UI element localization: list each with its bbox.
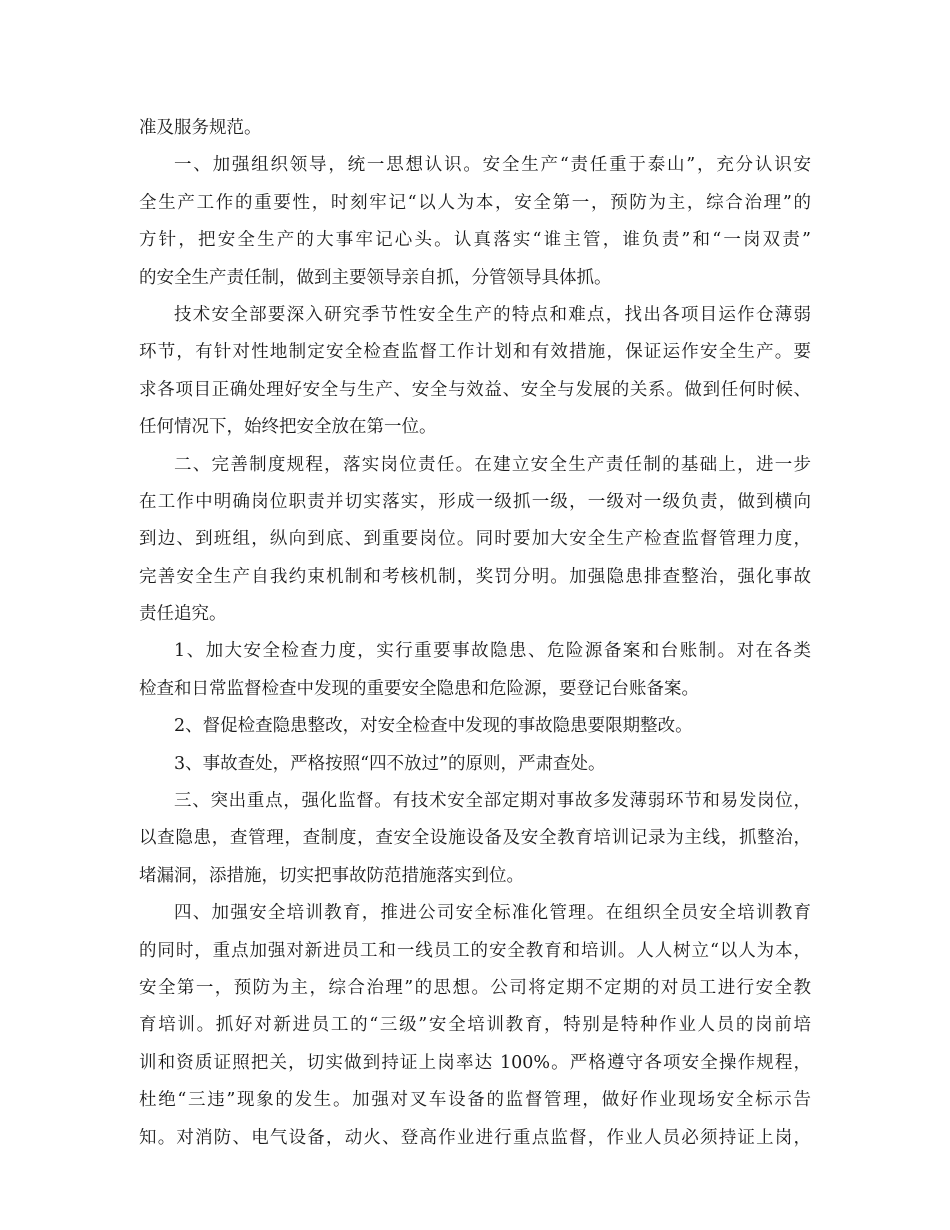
text-line: 环节，有针对性地制定安全检查监督工作计划和有效措施，保证运作安全生产。要 <box>139 342 811 363</box>
text-line: 一、加强组织领导，统一思想认识。安全生产“责任重于泰山”，充分认识安 <box>174 155 811 176</box>
text-line: 的同时，重点加强对新进员工和一线员工的安全教育和培训。人人树立“以人为本， <box>139 940 811 961</box>
text-line: 检查和日常监督检查中发现的重要安全隐患和危险源，要登记台账备案。 <box>139 678 699 699</box>
text-line: 2、督促检查隐患整改，对安全检查中发现的事故隐患要限期整改。 <box>174 716 693 737</box>
text-line: 三、突出重点，强化监督。有技术安全部定期对事故多发薄弱环节和易发岗位， <box>174 791 811 812</box>
text-line: 堵漏洞，添措施，切实把事故防范措施落实到位。 <box>139 865 524 886</box>
text-line: 技术安全部要深入研究季节性安全生产的特点和难点，找出各项目运作仓薄弱 <box>174 304 811 325</box>
text-line: 3、事故查处，严格按照“四不放过”的原则，严肃查处。 <box>174 753 606 774</box>
text-line: 育培训。抓好对新进员工的“三级”安全培训教育，特别是特种作业人员的岗前培 <box>139 1015 811 1036</box>
text-line: 知。对消防、电气设备，动火、登高作业进行重点监督，作业人员必须持证上岗， <box>139 1127 811 1148</box>
text-line: 1、加大安全检查力度，实行重要事故隐患、危险源备案和台账制。对在各类 <box>174 641 811 662</box>
text-line: 二、完善制度规程，落实岗位责任。在建立安全生产责任制的基础上，进一步 <box>174 454 811 475</box>
text-line: 安全第一，预防为主，综合治理”的思想。公司将定期不定期的对员工进行安全教 <box>139 977 811 998</box>
text-line: 方针，把安全生产的大事牢记心头。认真落实“谁主管，谁负责”和“一岗双责” <box>139 230 811 251</box>
text-line: 四、加强安全培训教育，推进公司安全标准化管理。在组织全员安全培训教育 <box>174 903 811 924</box>
text-line: 求各项目正确处理好安全与生产、安全与效益、安全与发展的关系。做到任何时候、 <box>139 379 811 400</box>
text-line: 的安全生产责任制，做到主要领导亲自抓，分管领导具体抓。 <box>139 267 612 288</box>
text-line: 到边、到班组，纵向到底、到重要岗位。同时要加大安全生产检查监督管理力度， <box>139 529 811 550</box>
document-body <box>139 110 811 1157</box>
text-line: 以查隐患，查管理，查制度，查安全设施设备及安全教育培训记录为主线，抓整治， <box>139 828 811 849</box>
text-line: 完善安全生产自我约束机制和考核机制，奖罚分明。加强隐患排查整治，强化事故 <box>139 566 811 587</box>
text-line: 准及服务规范。 <box>139 118 262 138</box>
text-line: 杜绝“三违”现象的发生。加强对叉车设备的监督管理，做好作业现场安全标示告 <box>139 1090 811 1111</box>
text-line: 训和资质证照把关，切实做到持证上岗率达 100%。严格遵守各项安全操作规程， <box>139 1052 811 1073</box>
text-line: 责任追究。 <box>139 604 227 625</box>
text-line: 全生产工作的重要性，时刻牢记“以人为本，安全第一，预防为主，综合治理”的 <box>139 192 811 213</box>
text-line: 任何情况下，始终把安全放在第一位。 <box>139 417 437 438</box>
text-line: 在工作中明确岗位职责并切实落实，形成一级抓一级，一级对一级负责，做到横向 <box>139 491 811 512</box>
